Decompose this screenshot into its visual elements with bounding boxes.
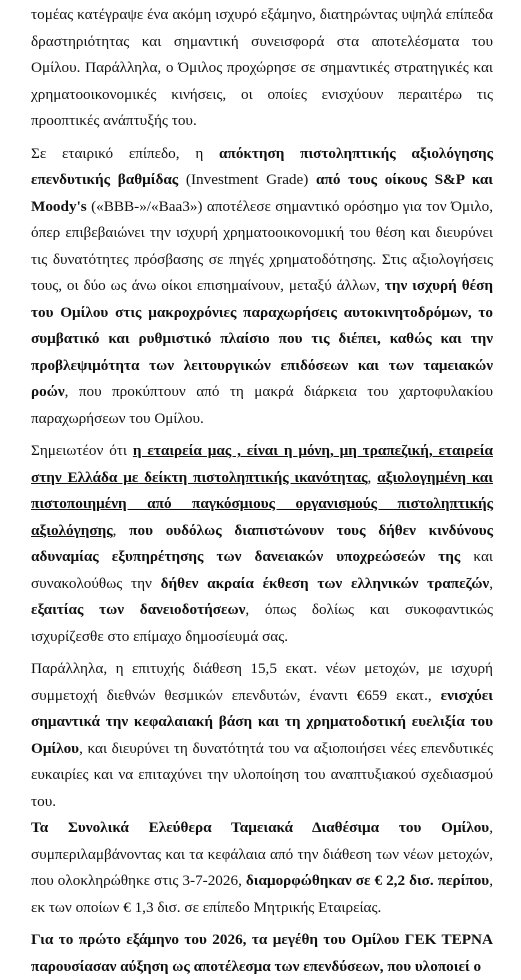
paragraph-note-rating — [31, 438, 493, 650]
paragraph-first-half-results — [31, 927, 493, 980]
bold-text: απόκτηση πιστοληπτικής αξιολόγησης επενδυτικής βαθμίδας — [31, 144, 493, 188]
paragraph-text: , και διευρύνει τη δυνατότητά του να αξιοποιήσει νέες επενδυτικές ευκαιρίες και να επιταχύνει την υλοποίηση του αναπτυξιακού σχεδιασμού του. — [31, 739, 493, 810]
bold-text: που ουδόλως διαπιστώνουν τους δήθεν κινδύνους αδυναμίας εξυπηρέτησης των δανειακών υποχρεώσεών της — [31, 521, 494, 565]
bold-text: την ισχυρή θέση του Ομίλου στις μακροχρόνιες παραχωρήσεις αυτοκινητοδρόμων, το συμβατικό και ρυθμιστικό πλαίσιο που τις διέπει, καθώς και την προβλεψιμότητα των λειτουργικών επιδόσεων και των ταμειακών ροών — [31, 277, 494, 400]
paragraph-cash-reserves — [31, 815, 493, 921]
paragraph-share-placement — [31, 656, 493, 815]
paragraph-sector-performance — [31, 2, 493, 135]
paragraph-text: , όπως δολίως και συκοφαντικώς ισχυρίζεσθε στο επίμαχο δημοσίευμά σας. — [31, 601, 493, 645]
bold-text: Για το πρώτο εξάμηνο του 2026, τα μεγέθη του Ομίλου ΓΕΚ ΤΕΡΝΑ παρουσίασαν αύξηση ως αποτέλεσμα των επενδύσεων, που υλοποιεί ο — [31, 931, 493, 975]
paragraph-credit-rating — [31, 141, 493, 433]
underlined-bold-text: η εταιρεία μας , είναι η μόνη, μη τραπεζική, εταιρεία στην Ελλάδα με δείκτη πιστοληπτικής ικανότητας — [31, 442, 493, 486]
paragraph-text: , — [367, 468, 378, 486]
bold-text: διαμορφώθηκαν σε € 2,2 δισ. περίπου — [245, 872, 490, 889]
paragraph-text: τομέας κατέγραψε ένα ακόμη ισχυρό εξάμηνο, διατηρώντας υψηλά επίπεδα δραστηριότητας και σημαντική συνεισφορά στα αποτελέσματα του Ομίλου. Παράλληλα, ο Όμιλος προχώρησε σε σημαντικές στρατηγικές και χρηματοοικονομικές κινήσεις, οι οποίες ενισχύουν περαιτέρω τις προοπτικές ανάπτυξής του. — [31, 6, 493, 129]
paragraph-text: , εκ των οποίων € 1,3 δισ. σε επίπεδο Μητρικής Εταιρείας. — [31, 872, 493, 916]
bold-text: δήθεν ακραία έκθεση των ελληνικών τραπεζών — [160, 574, 490, 592]
bold-text: Τα Συνολικά Ελεύθερα Ταμειακά Διαθέσιμα του Ομίλου — [31, 819, 490, 836]
paragraph-text: , συμπεριλαμβάνοντας και τα κεφάλαια από την διάθεση των νέων μετοχών, που ολοκληρώθηκε στις 3-7-2026, — [31, 819, 493, 889]
paragraph-text: και συνακολούθως την — [31, 548, 493, 592]
paragraph-text: Παράλληλα, η επιτυχής διάθεση 15,5 εκατ. νέων μετοχών, με ισχυρή συμμετοχή διεθνών θεσμικών επενδυτών, έναντι €659 εκατ., — [31, 660, 493, 704]
bold-text: από τους οίκους S&P και Moody's — [31, 171, 494, 215]
paragraph-text: , — [489, 574, 493, 592]
bold-text: ενισχύει σημαντικά την κεφαλαιακή βάση και τη χρηματοδοτική ευελιξία του Ομίλου — [31, 686, 493, 757]
paragraph-text: , — [112, 521, 130, 539]
paragraph-text: (Investment Grade) — [178, 171, 317, 188]
paragraph-text: , που προκύπτουν από τη μακρά διάρκεια του χαρτοφυλακίου παραχωρήσεων του Ομίλου. — [31, 383, 493, 427]
paragraph-text: («BBB-»/«Baa3») αποτέλεσε σημαντικό ορόσημο για τον Όμιλο, όπερ επιβεβαιώνει την ισχυρή χρηματοοικονομική του θέση και διευρύνει τις δυνατότητες πρόσβασης σε πηγές χρηματοδότησης. Στις αξιολογήσεις τους, οι δύο ως άνω οίκοι επισημαίνουν, μεταξύ άλλων, — [31, 197, 493, 294]
paragraph-text: Σε εταιρικό επίπεδο, η — [31, 144, 220, 162]
paragraph-text: Σημειωτέον ότι — [31, 442, 133, 459]
underlined-bold-text: αξιολογημένη και πιστοποιημένη από παγκόσμιους οργανισμούς πιστοληπτικής αξιολόγησης — [31, 468, 493, 539]
bold-text: εξαιτίας των δανειοδοτήσεων — [31, 601, 246, 618]
